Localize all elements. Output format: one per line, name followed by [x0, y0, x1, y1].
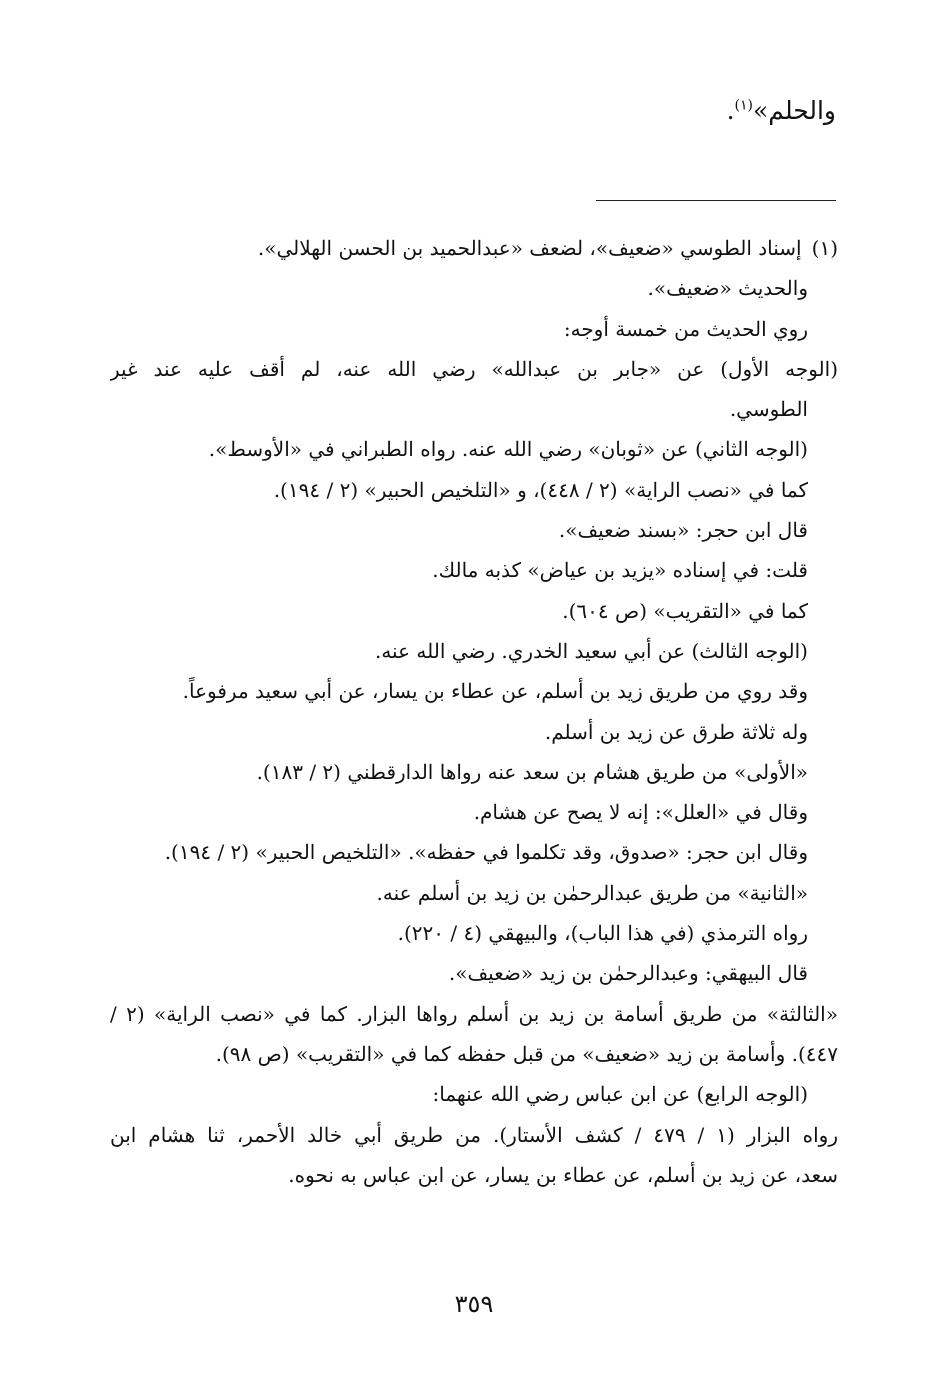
footnote-line-text: «الأولى» من طريق هشام بن سعد عنه رواها الدارقطني (٢ / ١٨٣).: [256, 759, 808, 784]
footnote-line: [110, 550, 838, 590]
footnote-line: [110, 792, 838, 832]
footnote-line: [110, 712, 838, 752]
footnote-line: [110, 1155, 838, 1195]
main-text-body: والحلم»: [753, 96, 836, 125]
footnote-line: [110, 349, 838, 389]
footnote-line-text: إسناد الطوسي «ضعيف»، لضعف «عبدالحميد بن الحسن الهلالي».: [257, 236, 802, 260]
footnote-line: [110, 309, 838, 349]
footnote-marker: (١): [811, 236, 838, 260]
footnote-line-text: «الثالثة» من طريق أسامة بن زيد بن أسلم رواها البزار. كما في «نصب الراية» (٢ /: [110, 1001, 838, 1026]
footnote-line-text: وله ثلاثة طرق عن زيد بن أسلم.: [544, 719, 808, 744]
footnote-line-text: ٤٤٧). وأسامة بن زيد «ضعيف» من قبل حفظه كما في «التقريب» (ص ٩٨).: [215, 1041, 838, 1066]
footnote-line-text: رواه الترمذي (في هذا الباب)، والبيهقي (٤ / ٢٢٠).: [397, 921, 808, 946]
footnote-divider: [596, 200, 836, 201]
footnote-line: [110, 510, 838, 550]
main-text: [727, 96, 836, 125]
footnote-line-text: سعد، عن زيد بن أسلم، عن عطاء بن يسار، عن ابن عباس به نحوه.: [288, 1162, 838, 1187]
footnote-line: [110, 832, 838, 872]
footnote-reference: (١): [734, 97, 754, 114]
footnote-line-text: روي الحديث من خمسة أوجه:: [563, 316, 808, 341]
footnote-line-text: (الوجه الثالث) عن أبي سعيد الخدري. رضي الله عنه.: [374, 638, 808, 663]
footnote-block: [110, 228, 838, 1195]
footnote-line-text: قلت: في إسناده «يزيد بن عياض» كذبه مالك.: [432, 558, 808, 583]
footnote-line: [110, 228, 838, 268]
footnote-line-text: والحديث «ضعيف».: [647, 276, 808, 301]
page-number: ٣٥٩: [454, 1290, 494, 1318]
footnote-line: [110, 389, 838, 429]
footnote-line-text: وقال ابن حجر: «صدوق، وقد تكلموا في حفظه». «التلخيص الحبير» (٢ / ١٩٤).: [164, 840, 808, 865]
main-text-end: .: [726, 96, 735, 125]
footnote-line: [110, 631, 838, 671]
footnote-line-text: الطوسي.: [729, 397, 808, 422]
footnote-line-text: «الثانية» من طريق عبدالرحمٰن بن زيد بن أسلم عنه.: [376, 880, 808, 905]
footnote-line: [110, 671, 838, 711]
footnote-line: [110, 752, 838, 792]
footnote-line: [110, 953, 838, 993]
footnote-line: [110, 1074, 838, 1114]
footnote-line-text: رواه البزار (١ / ٤٧٩ / كشف الأستار). من طريق أبي خالد الأحمر، ثنا هشام ابن: [110, 1122, 838, 1147]
footnote-line: [110, 429, 838, 469]
footnote-line: [110, 1115, 838, 1155]
footnote-line: [110, 913, 838, 953]
footnote-line: [110, 470, 838, 510]
footnote-line-text: وقال في «العلل»: إنه لا يصح عن هشام.: [473, 800, 808, 825]
footnote-line-text: وقد روي من طريق زيد بن أسلم، عن عطاء بن يسار، عن أبي سعيد مرفوعاً.: [182, 679, 808, 704]
footnote-line-text: (الوجه الرابع) عن ابن عباس رضي الله عنهما:: [432, 1082, 808, 1107]
footnote-line-text: قال البيهقي: وعبدالرحمٰن بن زيد «ضعيف».: [448, 961, 808, 986]
footnote-line-text: قال ابن حجر: «بسند ضعيف».: [558, 518, 808, 543]
footnote-line: [110, 1034, 838, 1074]
footnote-line-text: كما في «نصب الراية» (٢ / ٤٤٨)، و «التلخيص الحبير» (٢ / ١٩٤).: [273, 477, 808, 502]
footnote-line: [110, 994, 838, 1034]
footnote-line: [110, 873, 838, 913]
footnote-line: [110, 268, 838, 308]
footnote-line-text: كما في «التقريب» (ص ٦٠٤).: [562, 598, 808, 623]
footnote-line-text: (الوجه الثاني) عن «ثوبان» رضي الله عنه. رواه الطبراني في «الأوسط».: [208, 437, 808, 462]
footnote-line-text: (الوجه الأول) عن «جابر بن عبدالله» رضي الله عنه، لم أقف عليه عند غير: [110, 356, 838, 381]
footnote-line: [110, 591, 838, 631]
